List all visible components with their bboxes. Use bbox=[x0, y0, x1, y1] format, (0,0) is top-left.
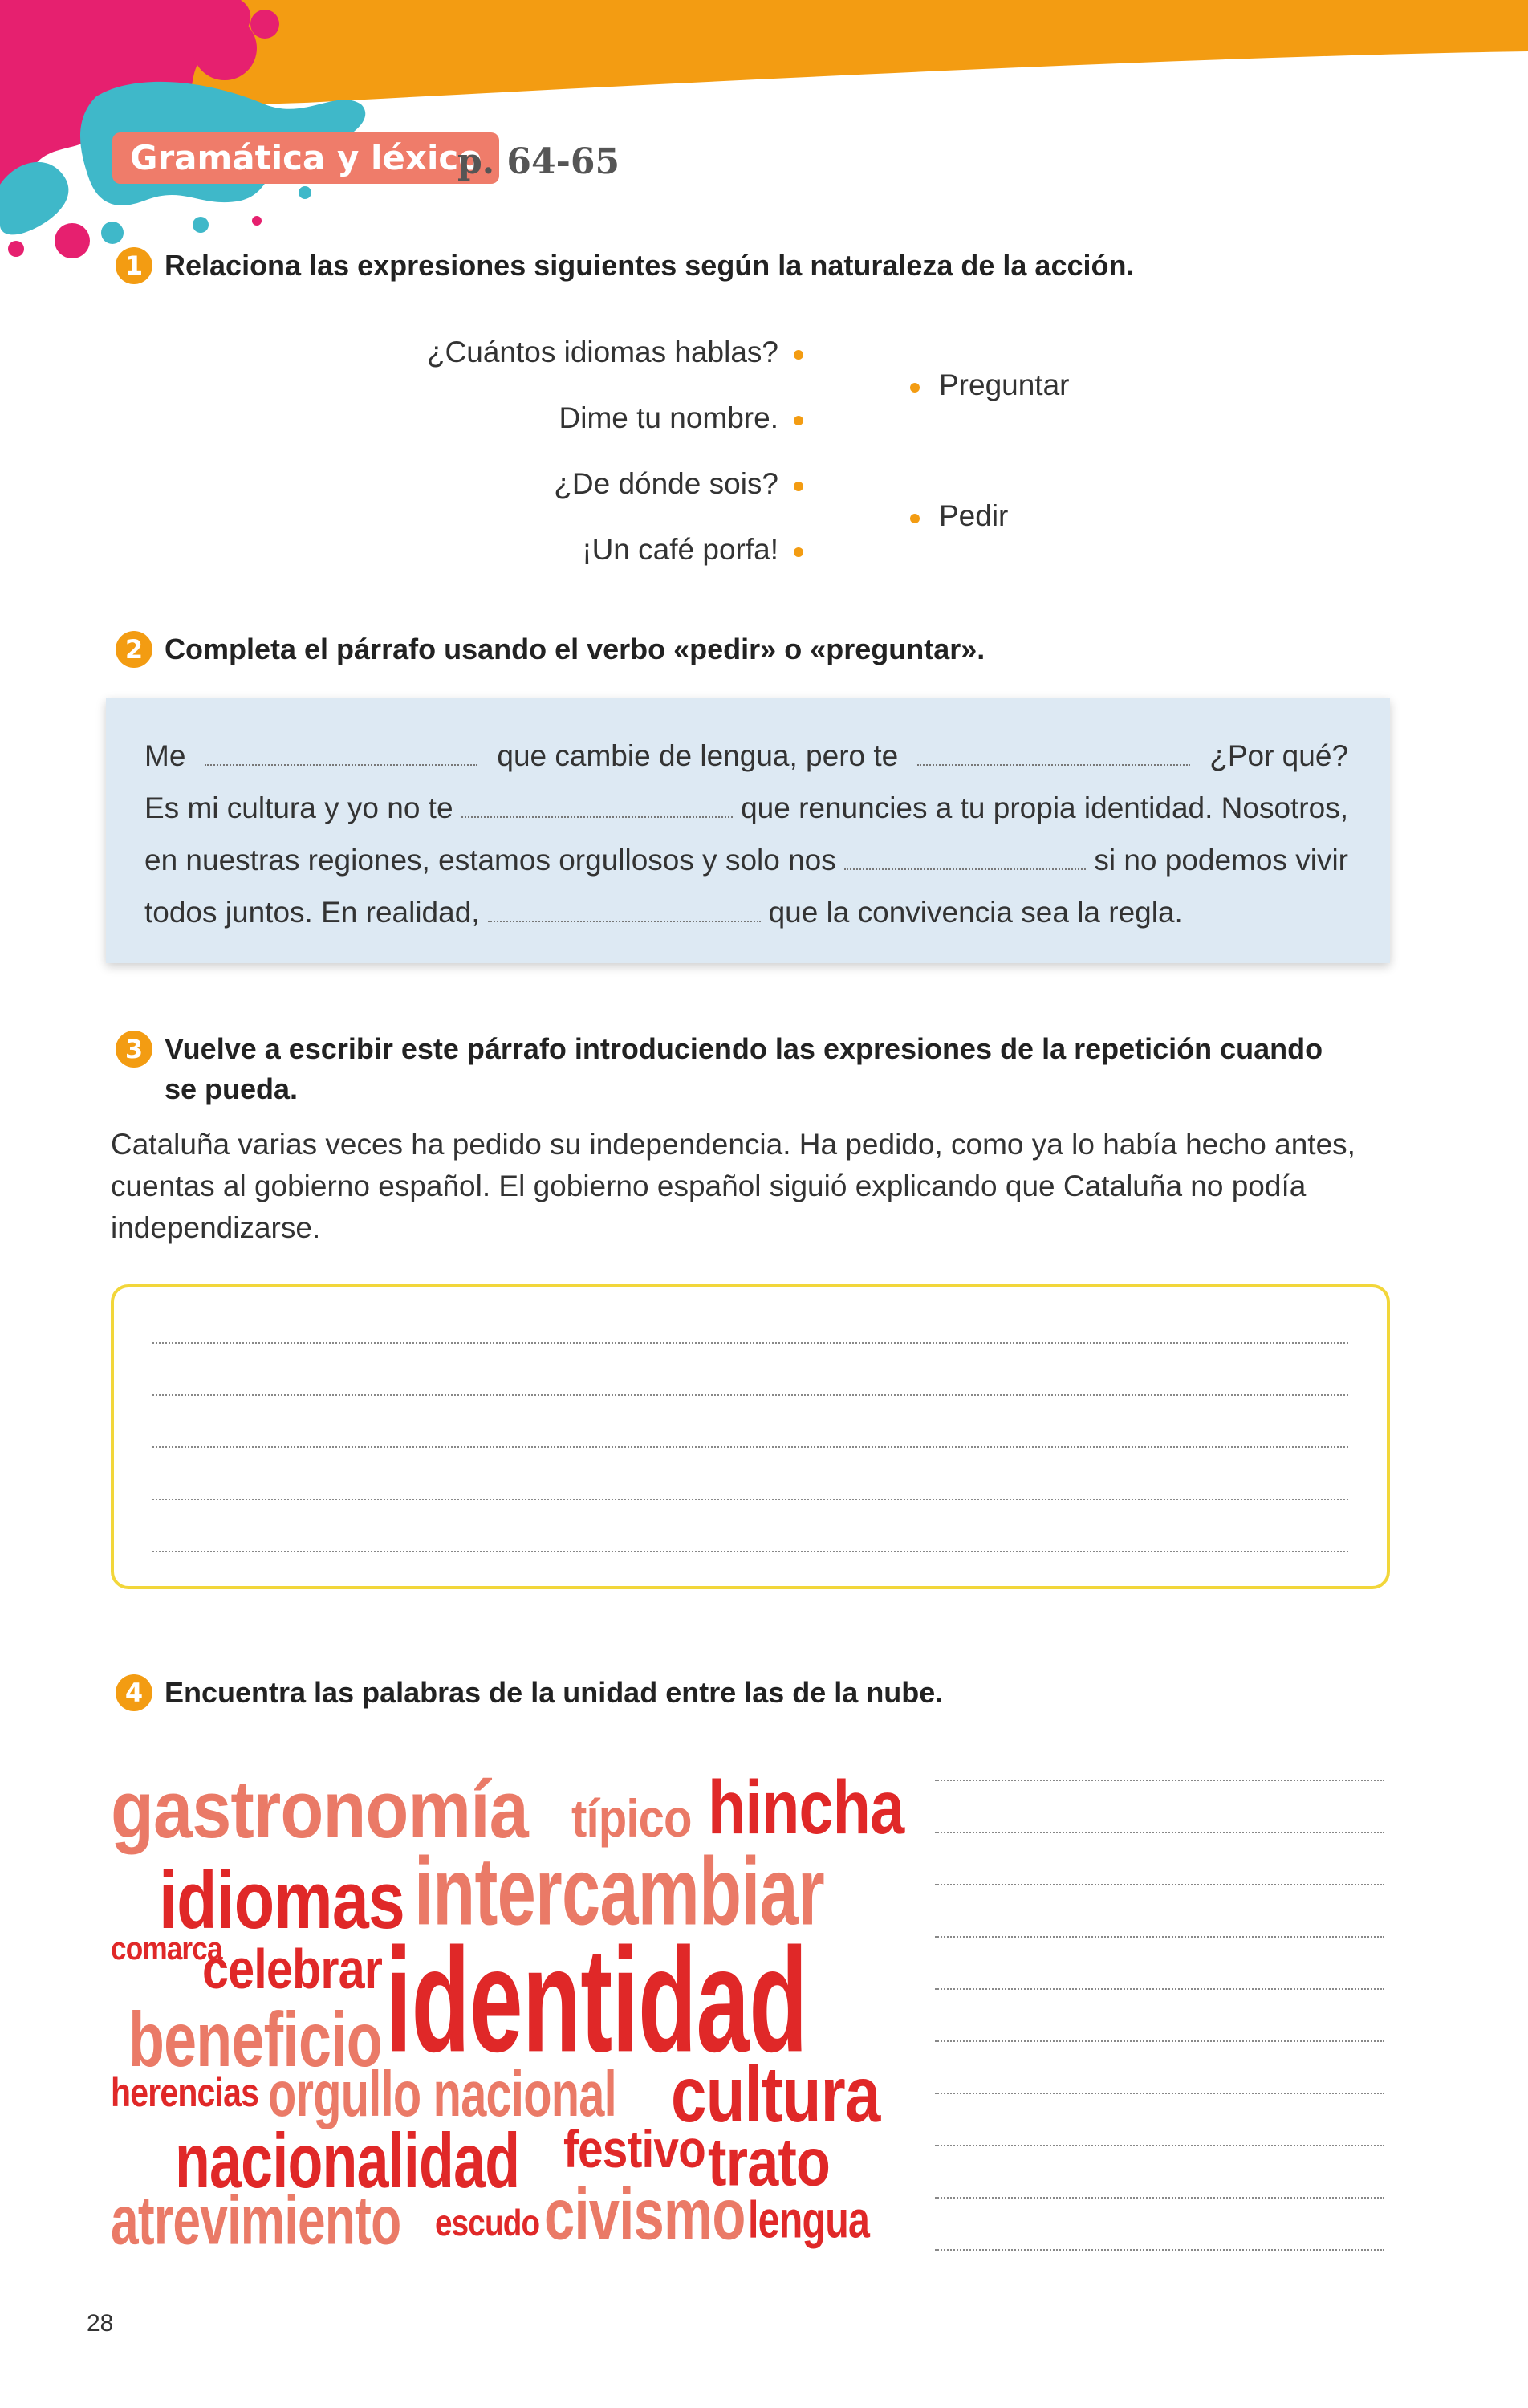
line2-part-a: Es mi cultura y yo no te bbox=[144, 791, 453, 824]
cloud-word-beneficio: beneficio bbox=[128, 1996, 382, 2083]
exercise-number-1: 1 bbox=[116, 247, 152, 284]
section-tag: Gramática y léxico bbox=[112, 132, 499, 184]
expression-1-dot[interactable] bbox=[794, 350, 803, 360]
line2-part-b: que renuncies a tu propia identidad. Nosotros, bbox=[741, 791, 1348, 824]
exercise-3-instruction-line-1: Vuelve a escribir este párrafo introduciendo las expresiones de la repetición cuando bbox=[165, 1032, 1323, 1065]
blank-1[interactable] bbox=[205, 756, 478, 766]
cloud-word-atrevimiento: atrevimiento bbox=[111, 2182, 401, 2260]
exercise-number-2: 2 bbox=[116, 631, 152, 668]
cloud-word-tipico: típico bbox=[571, 1788, 692, 1848]
expression-1: ¿Cuántos idiomas hablas? bbox=[426, 336, 778, 368]
exercise-4-instruction: Encuentra las palabras de la unidad entre las de la nube. bbox=[165, 1676, 944, 1709]
line3-part-b: si no podemos vivir bbox=[1094, 844, 1348, 877]
expression-2-dot[interactable] bbox=[794, 416, 803, 425]
word-answer-line-3[interactable] bbox=[935, 1884, 1384, 1885]
paragraph-text-line-3: independizarse. bbox=[111, 1211, 321, 1244]
cloud-word-idiomas: idiomas bbox=[159, 1855, 404, 1946]
paragraph-line-2 bbox=[144, 784, 1348, 832]
paragraph-text-line-1: Cataluña varias veces ha pedido su independencia. Ha pedido, como ya lo había hecho antes, bbox=[111, 1128, 1355, 1161]
option-preguntar-dot[interactable] bbox=[910, 383, 920, 393]
option-pedir-dot[interactable] bbox=[910, 514, 920, 523]
line4-part-b: que la convivencia sea la regla. bbox=[768, 896, 1183, 929]
expression-3-dot[interactable] bbox=[794, 482, 803, 491]
blank-5[interactable] bbox=[488, 913, 761, 922]
cloud-word-celebrar: celebrar bbox=[202, 1937, 382, 2000]
answer-line-5[interactable] bbox=[152, 1551, 1348, 1552]
expression-4: ¡Un café porfa! bbox=[582, 533, 778, 566]
answer-line-4[interactable] bbox=[152, 1499, 1348, 1500]
cloud-word-gastronomia: gastronomía bbox=[111, 1764, 528, 1856]
cloud-word-orgullo-nacional: orgullo nacional bbox=[268, 2058, 616, 2130]
paragraph-text-line-2: cuentas al gobierno español. El gobierno español siguió explicando que Cataluña no podía bbox=[111, 1169, 1307, 1202]
exercise-3-answer-box[interactable] bbox=[111, 1284, 1390, 1589]
option-preguntar: Preguntar bbox=[939, 368, 1070, 401]
cloud-word-herencias: herencias bbox=[111, 2070, 259, 2115]
option-pedir: Pedir bbox=[939, 499, 1009, 532]
exercise-3-instruction-line-2: se pueda. bbox=[165, 1072, 299, 1105]
blank-2[interactable] bbox=[917, 756, 1190, 766]
cloud-word-comarca: comarca bbox=[111, 1931, 222, 1967]
answer-line-2[interactable] bbox=[152, 1394, 1348, 1396]
word-answer-line-1[interactable] bbox=[935, 1780, 1384, 1781]
exercise-number-4: 4 bbox=[116, 1674, 152, 1711]
word-answer-line-6[interactable] bbox=[935, 2040, 1384, 2042]
page-reference: p. 64-65 bbox=[457, 141, 620, 182]
exercise-number-3: 3 bbox=[116, 1031, 152, 1068]
line3-part-a: en nuestras regiones, estamos orgullosos y solo nos bbox=[144, 844, 836, 877]
word-answer-line-4[interactable] bbox=[935, 1936, 1384, 1938]
exercise-1-instruction: Relaciona las expresiones siguientes según la naturaleza de la acción. bbox=[165, 249, 1135, 282]
line1-part-c: ¿Por qué? bbox=[1209, 739, 1348, 772]
word-answer-line-9[interactable] bbox=[935, 2197, 1384, 2199]
page-number: 28 bbox=[87, 2310, 114, 2337]
word-answer-line-5[interactable] bbox=[935, 1988, 1384, 1990]
cloud-word-cultura: cultura bbox=[671, 2049, 880, 2138]
paragraph-line-3 bbox=[144, 836, 1348, 885]
paragraph-line-1 bbox=[144, 732, 1348, 780]
exercise-3-paragraph bbox=[111, 1124, 1395, 1249]
line1-part-b: que cambie de lengua, pero te bbox=[497, 739, 899, 772]
line1-part-a: Me bbox=[144, 739, 186, 772]
cloud-word-escudo: escudo bbox=[435, 2202, 540, 2243]
line4-part-a: todos juntos. En realidad, bbox=[144, 896, 480, 929]
answer-line-3[interactable] bbox=[152, 1446, 1348, 1448]
word-answer-line-7[interactable] bbox=[935, 2093, 1384, 2094]
word-answer-line-8[interactable] bbox=[935, 2145, 1384, 2146]
blank-3[interactable] bbox=[461, 808, 734, 818]
word-answer-line-10[interactable] bbox=[935, 2249, 1384, 2251]
expression-2: Dime tu nombre. bbox=[559, 401, 778, 434]
cloud-word-nacionalidad: nacionalidad bbox=[175, 2117, 520, 2204]
paragraph-line-4 bbox=[144, 889, 1348, 937]
cloud-word-civismo: civismo bbox=[544, 2174, 746, 2255]
cloud-word-intercambiar: intercambiar bbox=[414, 1838, 824, 1946]
cloud-word-trato: trato bbox=[708, 2124, 831, 2200]
cloud-word-festivo: festivo bbox=[563, 2119, 705, 2178]
expression-4-dot[interactable] bbox=[794, 547, 803, 557]
word-answer-line-2[interactable] bbox=[935, 1832, 1384, 1833]
cloud-word-identidad: identidad bbox=[385, 1918, 807, 2084]
cloud-word-lengua: lengua bbox=[748, 2190, 870, 2250]
expression-3: ¿De dónde sois? bbox=[554, 467, 778, 500]
exercise-2-instruction: Completa el párrafo usando el verbo «pedir» o «preguntar». bbox=[165, 633, 985, 665]
cloud-word-hincha: hincha bbox=[708, 1765, 904, 1850]
answer-line-1[interactable] bbox=[152, 1342, 1348, 1344]
blank-4[interactable] bbox=[844, 860, 1087, 870]
